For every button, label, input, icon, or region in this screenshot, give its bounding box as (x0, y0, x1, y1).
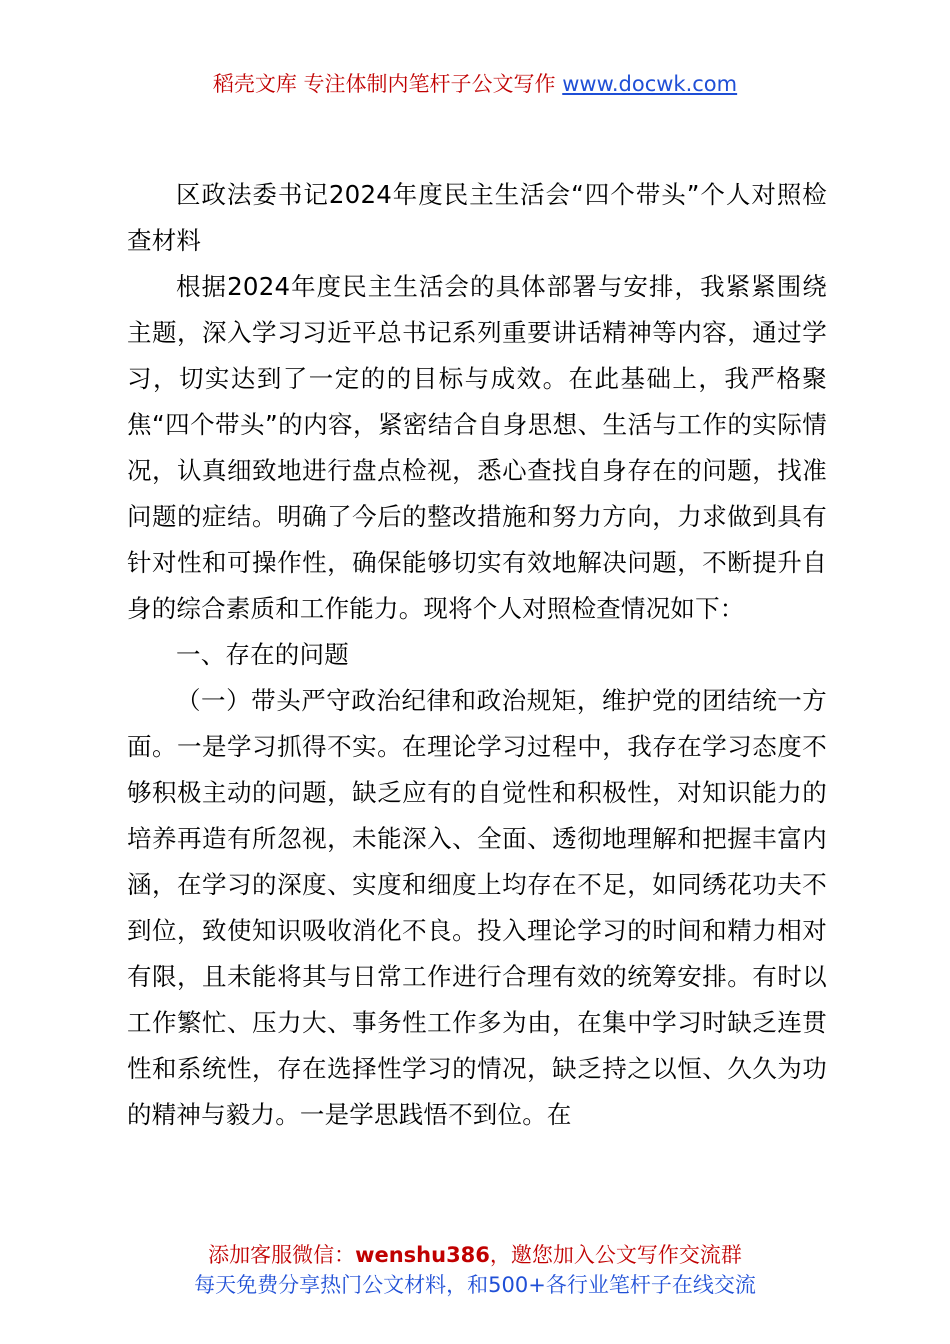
document-title: 区政法委书记2024年度民主生活会“四个带头”个人对照检查材料 (127, 180, 827, 255)
footer-contact-prefix: 添加客服微信： (208, 1243, 356, 1267)
footer-share-line: 每天免费分享热门公文材料，和500+各行业笔杆子在线交流 (194, 1273, 756, 1297)
footer-wechat-id: wenshu386 (355, 1243, 490, 1267)
paragraph-intro: 根据2024年度民主生活会的具体部署与安排，我紧紧围绕主题，深入学习习近平总书记系列重要讲话精神等内容，通过学习，切实达到了一定的的目标与成效。在此基础上，我严格聚焦“四个带头”的内容，紧密结合自身思想、生活与工作的实际情况，认真细致地进行盘点检视，悉心查找自身存在的问题，找准问题的症结。明确了今后的整改措施和努力方向，力求做到具有针对性和可操作性，确保能够切实有效地解决问题，不断提升自身的综合素质和工作能力。现将个人对照检查情况如下： (127, 272, 827, 623)
footer-contact-line (0, 1240, 950, 1270)
header-brand-text: 稻壳文库 专注体制内笔杆子公文写作 (212, 72, 556, 96)
header-site-link[interactable]: www.docwk.com (562, 72, 738, 96)
footer-contact-suffix: ，邀您加入公文写作交流群 (489, 1243, 742, 1267)
section-heading-problems: 一、存在的问题 (176, 640, 349, 669)
paragraph-section-1: （一）带头严守政治纪律和政治规矩，维护党的团结统一方面。一是学习抓得不实。在理论学习过程中，我存在学习态度不够积极主动的问题，缺乏应有的自觉性和积极性，对知识能力的培养再造有所忽视，未能深入、全面、透彻地理解和把握丰富内涵，在学习的深度、实度和细度上均存在不足，如同绣花功夫不到位，致使知识吸收消化不良。投入理论学习的时间和精力相对有限，且未能将其与日常工作进行合理有效的统筹安排。有时以工作繁忙、压力大、事务性工作多为由，在集中学习时缺乏连贯性和系统性，存在选择性学习的情况，缺乏持之以恒、久久为功的精神与毅力。一是学思践悟不到位。在 (127, 686, 827, 1129)
page-header (0, 68, 950, 100)
page-footer (0, 1240, 950, 1300)
document-body (127, 172, 827, 1138)
